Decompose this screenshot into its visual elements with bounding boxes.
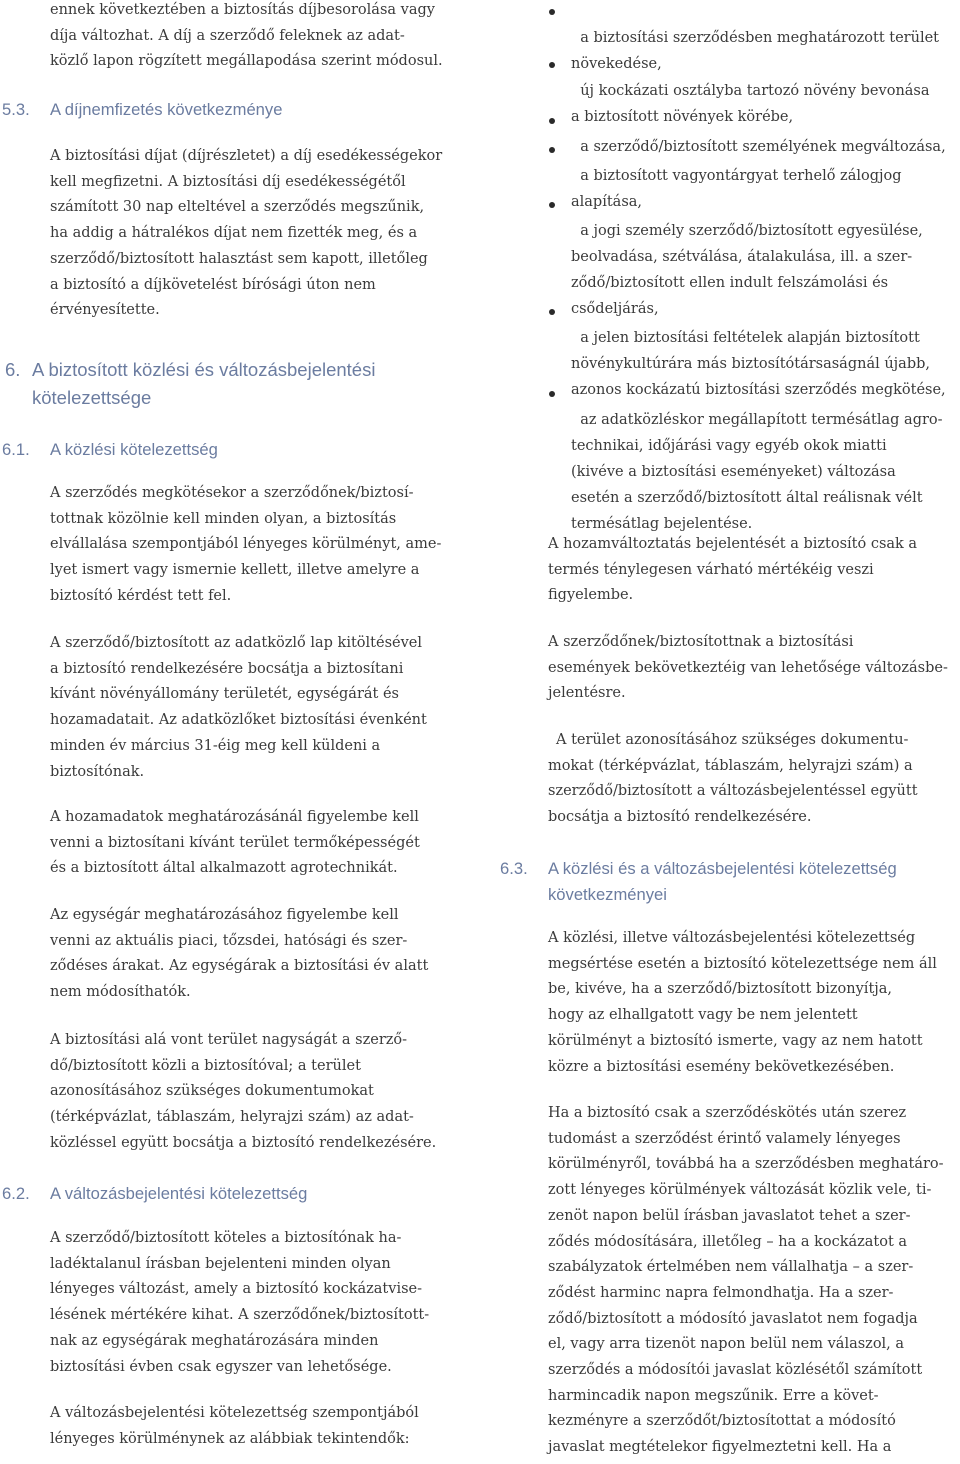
paragraph: A hozamváltoztatás bejelentését a biztosító csak a termés ténylegesen várható mértékéig veszi figyelembe.: [548, 536, 918, 604]
section-number: 6.3.: [500, 859, 528, 878]
bullet-icon: [549, 309, 555, 315]
bullet-icon: [549, 9, 555, 15]
paragraph: A változásbejelentési kötelezettség szempontjából lényeges körülménynek az alábbiak tekintendők:: [50, 1405, 419, 1447]
paragraph: A terület azonosításához szükséges dokumentu- mokat (térképvázlat, táblaszám, helyrajzi szám) a szerződő/biztosított a változásbejelentéssel együtt bocsátja a biztosító rendelkezésére.: [548, 732, 918, 826]
paragraph: Az egységár meghatározásához figyelembe kell venni az aktuális piaci, tőzsdei, hatósági és szer- ződéses árakat. Az egységárak a biztosítási év alatt nem módosíthatók.: [50, 907, 429, 1001]
list-item-text: a biztosított vagyontárgyat terhelő zálogjog alapítása,: [571, 168, 902, 210]
paragraph: A szerződő/biztosított köteles a biztosítónak ha- ladéktalanul írásban bejelenteni minden olyan lényeges változást, amely a biztosító kockázatvise- lésének mértékére kihat. A szerződőnek/biztosított- nak az egységárak meghatározására minden biztosítási évben csak egyszer van lehetősége.: [50, 1230, 430, 1375]
paragraph: A szerződő/biztosított az adatközlő lap kitöltésével a biztosító rendelkezésére bocsátja a biztosítani kívánt növényállomány területét, egységárát és hozamadatait. Az adatközlőket biztosítási évenként minden év március 31-éig meg kell küldeni a biztosítónak.: [50, 635, 427, 780]
list-item: [571, 381, 943, 537]
paragraph: A közlési, illetve változásbejelentési kötelezettség megsértése esetén a biztosító kötelezettsége nem áll be, kivéve, ha a szerződő/biztosított bizonyítja, hogy az elhallgatott vagy be nem jelentett körülményt a biztosító ismerte, vagy az nem hatott közre a biztosítási esemény bekövetkezésében.: [548, 930, 937, 1075]
section-title: A közlési és a változásbejelentési kötelezettség következményei: [548, 859, 897, 904]
section-title: A közlési kötelezettség: [50, 440, 218, 459]
list-item-text: új kockázati osztályba tartozó növény bevonása a biztosított növények körébe,: [571, 83, 930, 125]
paragraph: A szerződés megkötésekor a szerződőnek/biztosí- tottnak közölnie kell minden olyan, a biztosítás elvállalása szempontjából lényeges körülményt, ame- lyet ismert vagy ismernie kellett, illetve amelyre a biztosító kérdést tett fel.: [50, 485, 442, 604]
paragraph: A szerződőnek/biztosítottnak a biztosítási események bekövetkeztéig van lehetősége változásbe- jelentésre.: [548, 634, 948, 702]
bullet-icon: [549, 118, 555, 124]
section-number: 6.2.: [2, 1184, 30, 1203]
bullet-icon: [549, 391, 555, 397]
section-title: A változásbejelentési kötelezettség: [50, 1184, 308, 1203]
section-number: 6.: [5, 359, 21, 380]
section-6-3-heading: [0, 856, 960, 912]
list-item-text: a szerződő/biztosított személyének megváltozása,: [580, 139, 946, 155]
section-title: A díjnemfizetés következménye: [50, 100, 283, 119]
paragraph: A hozamadatok meghatározásánál figyelembe kell venni a biztosítani kívánt terület termőképességét és a biztosított által alkalmazott agrotechnikát.: [50, 809, 420, 877]
intro-paragraph: ennek következtében a biztosítás díjbesorolása vagy díja változhat. A díj a szerződő feleknek az adat- közlő lapon rögzített megállapodása szerint módosul.: [50, 2, 443, 70]
list-item-text: a jogi személy szerződő/biztosított egyesülése, beolvadása, szétválása, átalakulása, ill. a szer- ződő/biztosított ellen indult felszámolási és csődeljárás,: [571, 223, 923, 317]
section-number: 6.1.: [2, 440, 30, 459]
paragraph: A biztosítási alá vont terület nagyságát a szerző- dő/biztosított közli a biztosítóval; a terület azonosításához szükséges dokumentumokat (térképvázlat, táblaszám, helyrajzi szám) az adat- közléssel együtt bocsátja a biztosító rendelkezésére.: [50, 1032, 437, 1151]
list-item-text: a jelen biztosítási feltételek alapján biztosított növénykultúrára más biztosítótársaságnál újabb, azonos kockázatú biztosítási szerződés megkötése,: [571, 330, 946, 398]
section-number: 5.3.: [2, 100, 30, 119]
paragraph: Ha a biztosító csak a szerződéskötés után szerez tudomást a szerződést érintő valamely lényeges körülményről, továbbá ha a szerződésben meghatáro- zott lényeges körülmények változását közlik vele, ti- zenöt napon belül írásban javaslatot tehet a szer- ződés módosítására, illetőleg – ha a kockázatot a szabályzatok értelmében nem vállalhatja – a szer- ződést harminc napra felmondhatja. Ha a szer- ződő/biztosított a módosító javaslatot nem fogadja el, vagy arra tizenöt napon belül nem válaszol, a szerződés a módosítói javaslat közlésétől számított harmincadik napon megszűnik. Erre a követ- kezményre a szerződőt/biztosítottat a módosító javaslat megtételekor figyelmeztetni kell. Ha a: [548, 1105, 944, 1456]
paragraph: A biztosítási díjat (díjrészletet) a díj esedékességekor kell megfizetni. A biztosítási díj esedékességétől számított 30 nap elteltével a szerződés megszűnik, ha addig a hátralékos díjat nem fizették meg, és a szerződő/biztosított halasztást sem kapott, illetőleg a biztosító a díjkövetelést bírósági úton nem érvényesítette.: [50, 148, 443, 319]
section-title: A biztosított közlési és változásbejelentési kötelezettsége: [32, 359, 376, 408]
bullet-icon: [549, 62, 555, 68]
list-item-text: az adatközléskor megállapított termésátlag agro- technikai, időjárási vagy egyéb okok miatti (kivéve a biztosítási eseményeket) változása esetén a szerződő/biztosított által reálisnak vélt termésátlag bejelentése.: [571, 412, 943, 532]
bullet-icon: [549, 202, 555, 208]
bullet-icon: [549, 147, 555, 153]
list-item-text: a biztosítási szerződésben meghatározott terület növekedése,: [571, 30, 939, 72]
